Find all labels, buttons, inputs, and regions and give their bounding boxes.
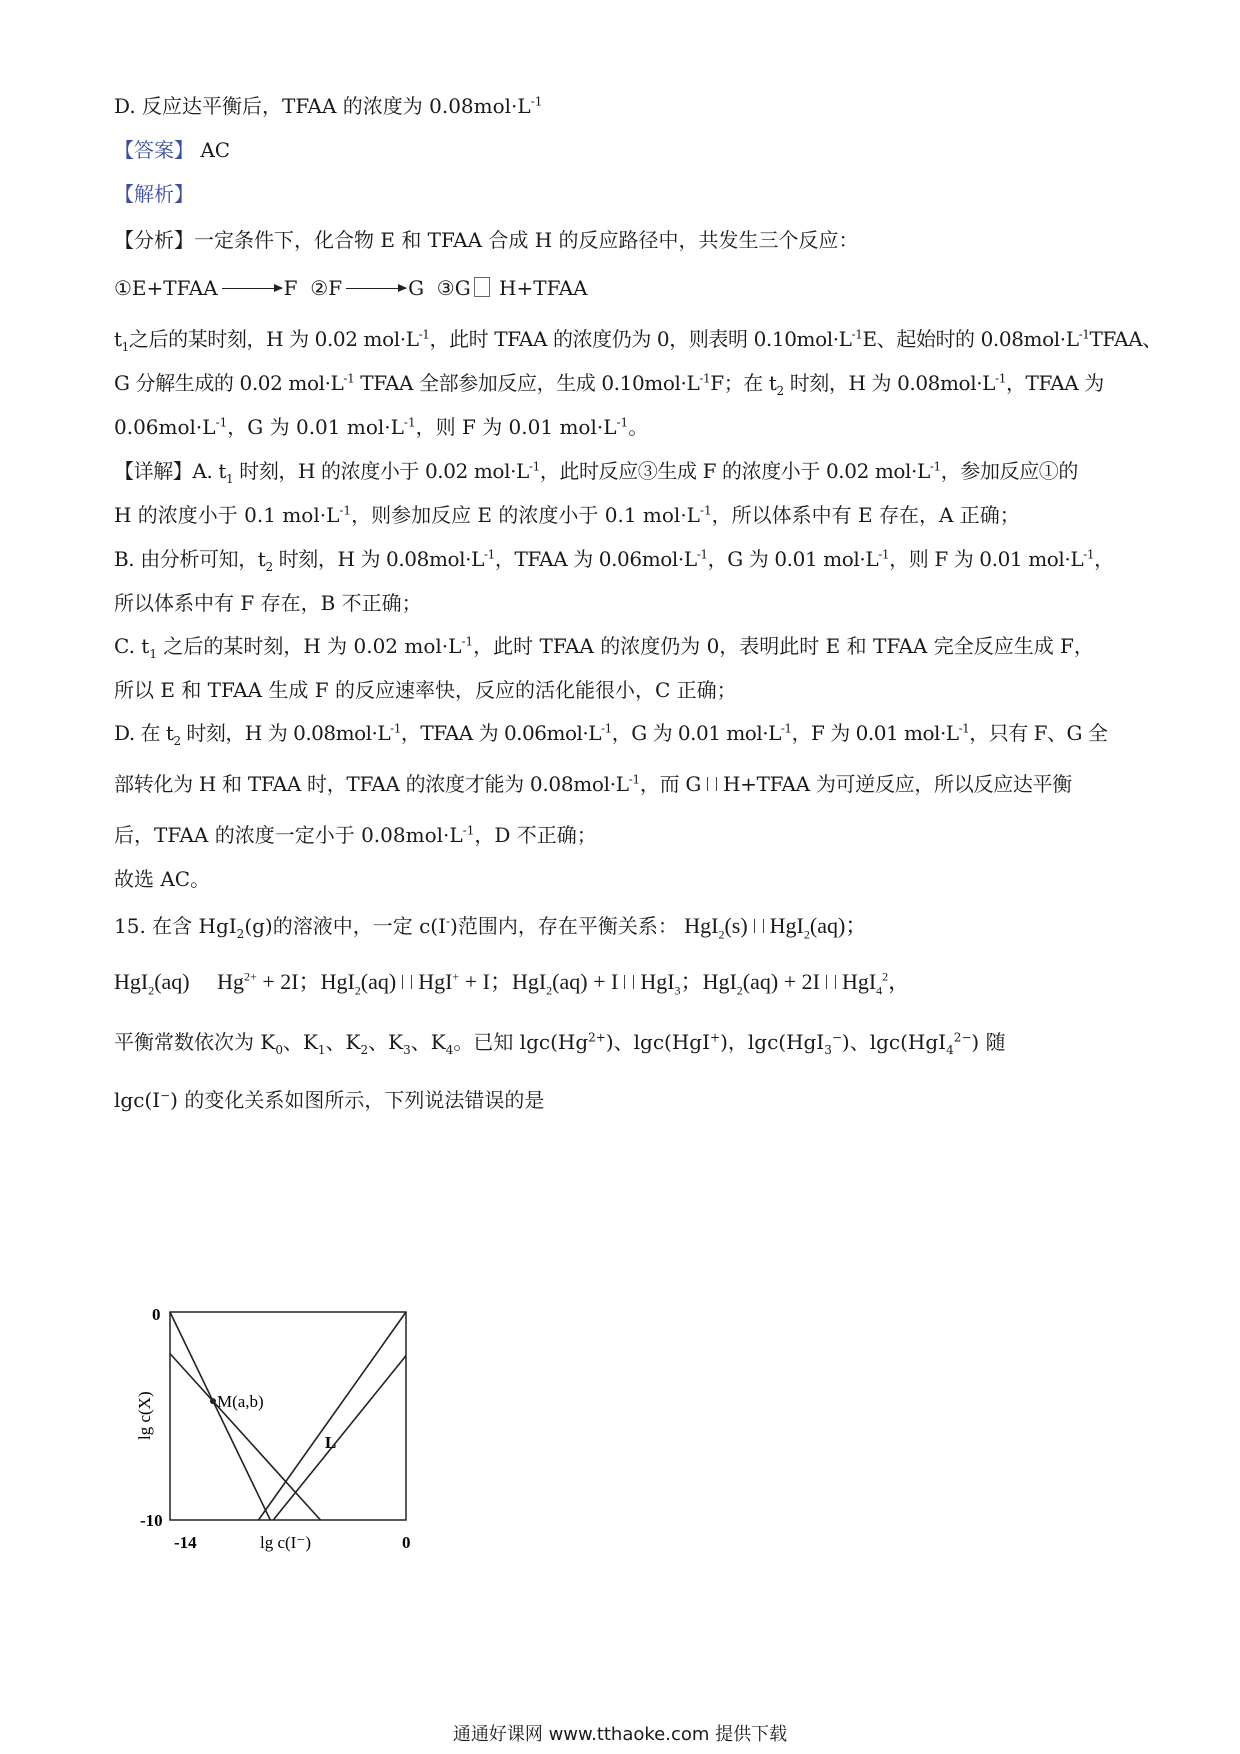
- detail-c-line1: C. $t_1$ 之后的某时刻，H 为 0.02 $mol\cdot L^{-1}$，此时 TFAA 的浓度仍为 0，表明此时 E 和 TFAA 完全反应生成 F，: [114, 634, 1094, 661]
- lg-chart: [112, 1290, 452, 1560]
- plot-frame: [170, 1312, 406, 1520]
- answer-value: AC: [200, 138, 231, 162]
- answer-line: [114, 136, 230, 164]
- reaction-line: ①E+TFAA F ②F G ③G H+TFAA: [114, 276, 588, 300]
- detail-d-line2: 部转化为 H 和 TFAA 时，TFAA 的浓度才能为 $0.08mol\cdot L^{-1}$，而 G H+TFAA 为可逆反应，所以反应达平衡: [114, 772, 1072, 796]
- series-line-1: [170, 1312, 270, 1520]
- detail-a-line1: 【详解】A. $t_1$ 时刻，H 的浓度小于 0.02 $mol\cdot L^{-1}$，此时反应③生成 F 的浓度小于 0.02 $mol\cdot L^{-1}$，参加反应①的: [114, 459, 1078, 486]
- para1-line2: G 分解生成的 0.02 $mol\cdot L^{-1}$ TFAA 全部参加反应，生成 $0.10mol\cdot L^{-1}F$；在 $t_2$ 时刻，H 为 $0.08mol\cdot L^{-1}$，TFAA 为: [114, 371, 1104, 398]
- x-axis-label: lg c(I⁻): [260, 1533, 311, 1552]
- page-footer: 通通好课网 www.tthaoke.com 提供下载: [452, 1724, 788, 1745]
- analysis-tag: 【解析】: [114, 182, 194, 206]
- detail-b-line2: 所以体系中有 F 存在，B 不正确；: [114, 591, 422, 615]
- q15-line4: lgc(I−) 的变化关系如图所示，下列说法错误的是: [114, 1088, 545, 1112]
- series-line-2: [170, 1354, 320, 1520]
- q15-line3: 平衡常数依次为 $K_0$、$K_1$、$K_2$、$K_3$、$K_4$。已知 $\lg c(Hg^{2+})$、lgc(HgI+)，lgc(HgI$_3$−)、lgc(HgI$_4^{2-}$) 随: [114, 1030, 1006, 1057]
- reversible-sign-icon: [707, 777, 717, 791]
- y-axis-label: lg c(X): [135, 1391, 154, 1440]
- option-d: D. 反应达平衡后，TFAA 的浓度为 $0.08mol\cdot L^{-1}$: [114, 94, 543, 118]
- reversible-sign-icon: [624, 975, 634, 989]
- detail-c-line2: 所以 E 和 TFAA 生成 F 的反应速率快，反应的活化能很小，C 正确；: [114, 678, 737, 702]
- detail-d-line1: D. 在 $t_2$ 时刻，H 为 $0.08mol\cdot L^{-1}$，TFAA 为 $0.06mol\cdot L^{-1}$，G 为 0.01 $mol\cdot L^{-1}$，F 为 0.01 $mol\cdot L^{-1}$，只有 F、G 全: [114, 721, 1108, 748]
- point-m: [210, 1398, 216, 1404]
- reversible-sign-icon: [754, 919, 764, 933]
- series-line-3: [259, 1312, 407, 1520]
- detail-a-line2: H 的浓度小于 0.1 $mol\cdot L^{-1}$，则参加反应 E 的浓度小于 0.1 $mol\cdot L^{-1}$，所以体系中有 E 存在，A 正确；: [114, 503, 1020, 527]
- answer-tag: 【答案】: [114, 138, 194, 162]
- equilibrium-box-icon: [474, 277, 490, 297]
- y-tick-top: 0: [152, 1305, 161, 1324]
- detail-b-line1: B. 由分析可知，$t_2$ 时刻，H 为 $0.08mol\cdot L^{-1}$，TFAA 为 $0.06mol\cdot L^{-1}$，G 为 0.01 $mol\cdot L^{-1}$，则 F 为 0.01 $mol\cdot L^{-1}$，: [114, 547, 1114, 574]
- right-arrow-icon: [222, 288, 282, 289]
- right-arrow-icon: [346, 288, 406, 289]
- x-tick-right: 0: [402, 1533, 411, 1552]
- para1-line3: $0.06mol\cdot L^{-1}$，G 为 0.01 $mol\cdot L^{-1}$，则 F 为 0.01 $mol\cdot L^{-1}$。: [114, 415, 649, 439]
- para1-line1: $t_1$之后的某时刻，H 为 0.02 $mol\cdot L^{-1}$，此时 TFAA 的浓度仍为 0，则表明 $0.10mol\cdot L^{-1}E$、起始时的 $0.08mol\cdot L^{-1}TFAA$、: [114, 327, 1162, 354]
- q15-equilibria: HgI$_2$(aq) $Hg^{2+} + 2I$；HgI$_2$(aq) HgI+ + I；HgI$_2$(aq) + I HgI$_3$；HgI$_2$(aq) + 2I HgI$_4^2$，: [114, 969, 911, 998]
- x-tick-left: -14: [174, 1533, 197, 1552]
- reversible-sign-icon: [402, 975, 412, 989]
- point-m-label: M(a,b): [216, 1392, 264, 1412]
- q15-line1: 15. 在含 HgI$_2$(g)的溶液中，一定 c(I-)范围内，存在平衡关系： HgI$_2$(s) HgI$_2$(aq)；: [114, 913, 868, 942]
- series-line-4: [273, 1356, 406, 1520]
- detail-end: 故选 AC。: [114, 867, 211, 891]
- reversible-sign-icon: [826, 975, 836, 989]
- detail-d-line3: 后，TFAA 的浓度一定小于 $0.08mol\cdot L^{-1}$，D 不正确；: [114, 823, 597, 847]
- y-tick-bottom: -10: [140, 1511, 163, 1530]
- line-l-label: L: [325, 1433, 337, 1452]
- fenxi-line: 【分析】一定条件下，化合物 E 和 TFAA 合成 H 的反应路径中，共发生三个反应：: [114, 228, 859, 252]
